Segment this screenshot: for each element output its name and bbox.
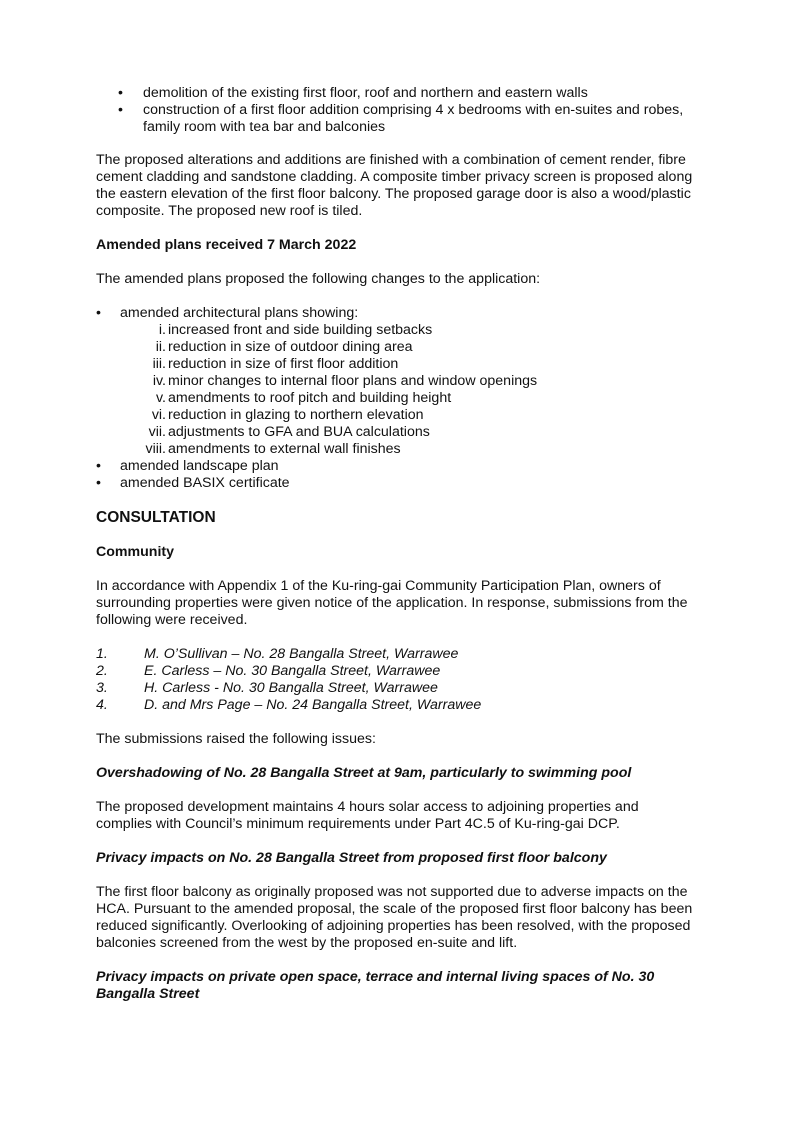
finishes-paragraph: The proposed alterations and additions are finished with a combination of cement render, fibre cement cladding and sandstone cladding. A composite timber privacy screen is proposed along the eastern elevation of the first floor balcony. The proposed garage door is also a wood/plastic composite. The proposed new roof is tiled. xyxy=(96,152,693,219)
issue-privacy-balcony-text: The first floor balcony as originally proposed was not supported due to adverse impacts on the HCA. Pursuant to the amended proposal, the scale of the proposed first floor balcony has been reduced significantly. Overlooking of adjoining properties has been resolved, with the proposed balconies screened from the west by the proposed en-suite and lift. xyxy=(96,884,693,951)
community-heading: Community xyxy=(96,544,175,560)
amended-plans-heading: Amended plans received 7 March 2022 xyxy=(96,237,357,253)
issue-privacy-open-space-heading: Privacy impacts on private open space, terrace and internal living spaces of No. 30 Bangalla Street xyxy=(96,969,655,1002)
community-paragraph: In accordance with Appendix 1 of the Ku-ring-gai Community Participation Plan, owners of surrounding properties were given notice of the application. In response, submissions from the following were received. xyxy=(96,578,688,628)
list-item: ii. reduction in size of outdoor dining area xyxy=(155,339,413,355)
list-item: • construction of a first floor addition comprising 4 x bedrooms with en-suites and robes, family room with tea bar and balconies xyxy=(96,102,696,136)
arch-plans-label: amended architectural plans showing: xyxy=(120,305,359,321)
document-page xyxy=(96,85,696,1003)
list-item: viii. amendments to external wall finishes xyxy=(145,441,401,457)
issue-privacy-balcony-heading: Privacy impacts on No. 28 Bangalla Street from proposed first floor balcony xyxy=(96,850,607,866)
issue-overshadowing-heading: Overshadowing of No. 28 Bangalla Street at 9am, particularly to swimming pool xyxy=(96,765,632,781)
amended-changes-list xyxy=(96,305,696,492)
list-item: • amended landscape plan xyxy=(96,458,696,475)
submissions-list xyxy=(96,646,696,714)
list-item: v. amendments to roof pitch and building height xyxy=(156,390,452,406)
issue-overshadowing-text: The proposed development maintains 4 hours solar access to adjoining properties and complies with Council’s minimum requirements under Part 4C.5 of Ku-ring-gai DCP. xyxy=(96,799,639,832)
list-item: 3. H. Carless - No. 30 Bangalla Street, Warrawee xyxy=(96,680,438,696)
list-item xyxy=(96,305,696,458)
list-item: vii. adjustments to GFA and BUA calculations xyxy=(148,424,430,440)
list-item: 1. M. O’Sullivan – No. 28 Bangalla Street, Warrawee xyxy=(96,646,459,662)
list-item: vi. reduction in glazing to northern elevation xyxy=(151,407,424,423)
list-item: i. increased front and side building setbacks xyxy=(158,322,433,338)
consultation-heading: CONSULTATION xyxy=(96,509,216,526)
arch-changes-roman-list xyxy=(120,322,696,458)
list-item: 4. D. and Mrs Page – No. 24 Bangalla Street, Warrawee xyxy=(96,697,482,713)
list-item: iv. minor changes to internal floor plans and window openings xyxy=(152,373,538,389)
amended-intro: The amended plans proposed the following changes to the application: xyxy=(96,271,541,287)
works-bullet-list xyxy=(96,85,696,136)
list-item: iii. reduction in size of first floor addition xyxy=(152,356,399,372)
list-item: 2. E. Carless – No. 30 Bangalla Street, Warrawee xyxy=(96,663,441,679)
list-item: • demolition of the existing first floor, roof and northern and eastern walls xyxy=(96,85,696,102)
list-item: • amended BASIX certificate xyxy=(96,475,696,492)
issues-intro: The submissions raised the following issues: xyxy=(96,731,376,747)
